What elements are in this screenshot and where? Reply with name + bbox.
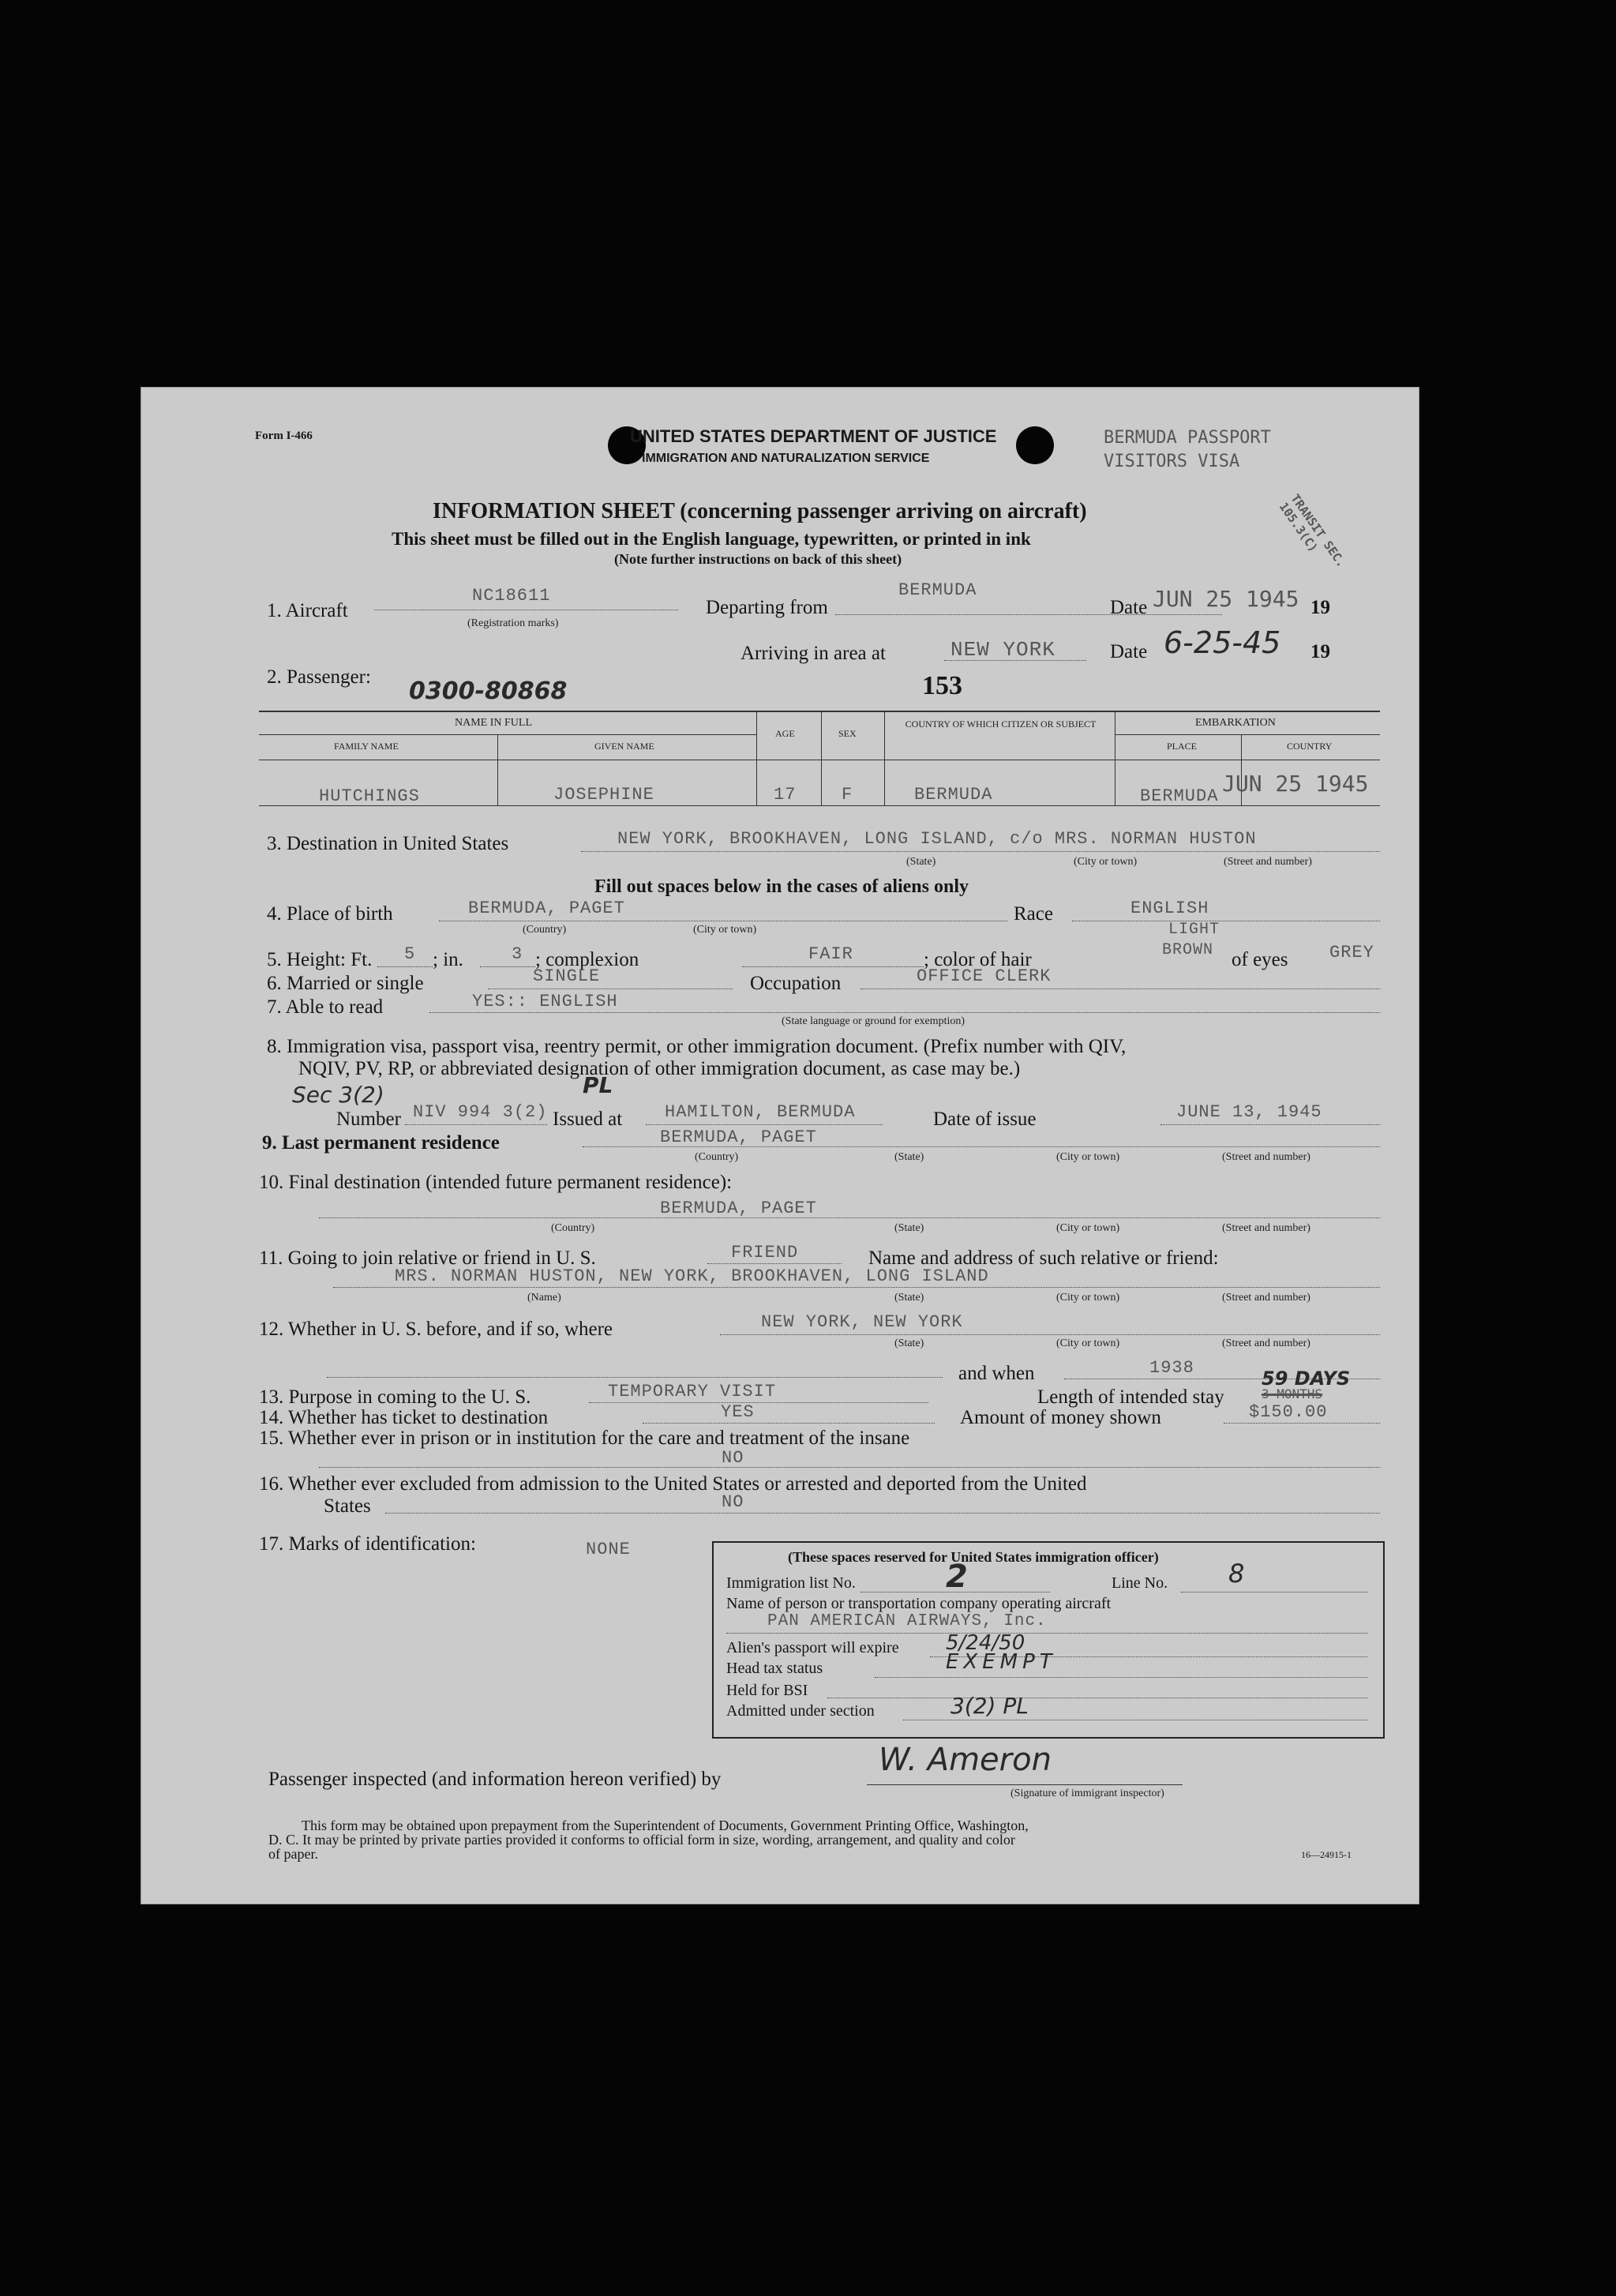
th-country-citizen: COUNTRY OF WHICH CITIZEN OR SUBJECT [905, 718, 1097, 730]
admitted-value: 3(2) PL [950, 1693, 1029, 1719]
destination-cap-city: (City or town) [1074, 856, 1138, 868]
expire-value: 5/24/50 [946, 1631, 1025, 1655]
cell-sex: F [842, 785, 853, 805]
join-cap-street: (Street and number) [1222, 1292, 1310, 1304]
company-value: PAN AMERICAN AIRWAYS, Inc. [767, 1612, 1047, 1630]
birth-label: 4. Place of birth [267, 903, 393, 925]
excluded-line2: States [324, 1495, 371, 1517]
eyes-label: of eyes [1232, 949, 1288, 970]
inspection-label: Passenger inspected (and information hereon verified) by [268, 1769, 722, 1790]
visa-line1: 8. Immigration visa, passport visa, reentry permit, or other immigration document. (Prefix number with QIV, [267, 1036, 1127, 1057]
footer-line1: This form may be obtained upon prepayment from the Superintendent of Documents, Government Printing Office, Washington, [302, 1818, 1029, 1833]
footer-code: 16—24915-1 [1301, 1849, 1352, 1860]
stay-label: Length of intended stay [1037, 1386, 1224, 1408]
residence-cap-city: (City or town) [1056, 1151, 1120, 1163]
date-stamp: JUN 25 1945 [1153, 586, 1299, 612]
when-value: 1938 [1149, 1358, 1194, 1378]
final-cap-state: (State) [894, 1222, 924, 1234]
expire-label: Alien's passport will expire [726, 1639, 899, 1656]
line-value: 8 [1228, 1559, 1245, 1589]
marks-value: NONE [586, 1540, 631, 1559]
residence-cap-state: (State) [894, 1151, 924, 1163]
visa-initials: PL [583, 1072, 613, 1098]
form-title: INFORMATION SHEET (concerning passenger arriving on aircraft) [433, 499, 1087, 523]
th-given-name: GIVEN NAME [594, 741, 654, 752]
ticket-label: 14. Whether has ticket to destination [259, 1407, 549, 1428]
money-label: Amount of money shown [960, 1407, 1161, 1428]
final-cap-street: (Street and number) [1222, 1222, 1310, 1234]
occupation-label: Occupation [750, 973, 842, 994]
passenger-number: 153 [922, 671, 962, 700]
join-name-value: MRS. NORMAN HUSTON, NEW YORK, BROOKHAVEN, LONG ISLAND [395, 1266, 989, 1286]
prison-label: 15. Whether ever in prison or in institution for the care and treatment of the insane [259, 1427, 910, 1449]
tax-label: Head tax status [726, 1660, 823, 1677]
read-caption: (State language or ground for exemption) [782, 1015, 965, 1027]
th-embarkation: EMBARKATION [1195, 717, 1276, 729]
before-label: 12. Whether in U. S. before, and if so, where [259, 1319, 613, 1340]
form-number: Form I-466 [255, 430, 313, 442]
inspector-signature: W. Ameron [879, 1742, 1052, 1778]
cell-place: BERMUDA [1140, 786, 1219, 806]
aircraft-value: NC18611 [472, 586, 551, 606]
race-label: Race [1014, 903, 1053, 925]
final-label: 10. Final destination (intended future permanent residence): [259, 1172, 733, 1193]
departing-label: Departing from [706, 597, 828, 618]
birth-cap-city: (City or town) [693, 924, 757, 936]
when-label: and when [958, 1363, 1035, 1384]
th-name-in-full: NAME IN FULL [455, 717, 532, 729]
excluded-value: NO [722, 1492, 744, 1512]
destination-cap-state: (State) [906, 856, 936, 868]
department-name: UNITED STATES DEPARTMENT OF JUSTICE [630, 426, 997, 446]
th-country: COUNTRY [1287, 741, 1333, 752]
officer-heading: (These spaces reserved for United States immigration officer) [788, 1549, 1159, 1565]
birth-value: BERMUDA, PAGET [468, 899, 625, 918]
aircraft-label: 1. Aircraft [267, 600, 348, 621]
visa-number-value: NIV 994 3(2) [413, 1102, 548, 1122]
join-cap-state: (State) [894, 1292, 924, 1304]
admitted-label: Admitted under section [726, 1702, 875, 1720]
residence-cap-country: (Country) [695, 1151, 739, 1163]
service-name: IMMIGRATION AND NATURALIZATION SERVICE [642, 452, 930, 465]
marks-label: 17. Marks of identification: [259, 1533, 476, 1555]
residence-cap-street: (Street and number) [1222, 1151, 1310, 1163]
excluded-line1: 16. Whether ever excluded from admission to the United States or arrested and deported from the United [259, 1473, 1087, 1495]
company-label: Name of person or transportation company operating aircraft [726, 1595, 1112, 1612]
purpose-value: TEMPORARY VISIT [608, 1382, 777, 1401]
visa-number-label: Number [336, 1109, 401, 1130]
destination-value: NEW YORK, BROOKHAVEN, LONG ISLAND, c/o MRS. NORMAN HUSTON [617, 829, 1257, 849]
join-cap-city: (City or town) [1056, 1292, 1120, 1304]
date-label: Date [1110, 597, 1148, 618]
date2-suffix: 19 [1310, 641, 1330, 662]
cell-family-name: HUTCHINGS [319, 786, 420, 806]
final-cap-country: (Country) [551, 1222, 595, 1234]
residence-value: BERMUDA, PAGET [660, 1127, 817, 1147]
join-label: 11. Going to join relative or friend in U. S. [259, 1247, 596, 1269]
visa-handwritten-note: Sec 3(2) [292, 1082, 384, 1108]
height-ft: 5 [404, 944, 416, 964]
complexion-value: FAIR [808, 944, 853, 964]
list-label: Immigration list No. [726, 1574, 856, 1592]
married-label: 6. Married or single [267, 973, 424, 994]
hair-value: BROWN [1162, 941, 1214, 959]
cell-date-stamp: JUN 25 1945 [1222, 771, 1369, 797]
arriving-label: Arriving in area at [741, 643, 886, 664]
destination-label: 3. Destination in United States [267, 833, 509, 854]
join-cap-name: (Name) [527, 1292, 561, 1304]
th-age: AGE [775, 728, 795, 739]
departing-value: BERMUDA [898, 580, 977, 600]
join-name-label: Name and address of such relative or friend: [868, 1247, 1219, 1269]
before-cap-street: (Street and number) [1222, 1337, 1310, 1349]
complexion-label: ; complexion [535, 949, 639, 970]
date2-handwritten: 6-25-45 [1164, 625, 1281, 660]
footer-line2: D. C. It may be printed by private parties provided it conforms to official form in size, wording, arrangement, and quality and color [268, 1832, 1015, 1848]
before-value: NEW YORK, NEW YORK [761, 1312, 963, 1332]
join-value: FRIEND [731, 1243, 799, 1262]
stay-value: 59 DAYS [1262, 1367, 1351, 1390]
destination-cap-street: (Street and number) [1224, 856, 1312, 868]
cell-citizen: BERMUDA [914, 785, 993, 805]
list-value: 2 [946, 1559, 968, 1595]
tax-value: EXEMPT [946, 1650, 1057, 1674]
race-value: ENGLISH [1130, 899, 1209, 918]
inspection-caption: (Signature of immigrant inspector) [1010, 1788, 1164, 1799]
passport-stamp-line1: BERMUDA PASSPORT [1104, 428, 1271, 448]
footer-line3: of paper. [268, 1846, 318, 1862]
date-suffix: 19 [1310, 597, 1330, 618]
height-label: 5. Height: Ft. [267, 949, 373, 970]
before-cap-state: (State) [894, 1337, 924, 1349]
passenger-file-number: 0300-80868 [409, 677, 568, 705]
cell-age: 17 [774, 785, 797, 805]
form-sheet [141, 387, 1419, 1904]
aircraft-caption: (Registration marks) [467, 617, 559, 629]
th-family-name: FAMILY NAME [334, 741, 399, 752]
th-place: PLACE [1167, 741, 1198, 752]
hair-above: LIGHT [1168, 921, 1220, 939]
cell-given-name: JOSEPHINE [553, 785, 654, 805]
punch-hole-right [1016, 426, 1054, 464]
instruction-line2: (Note further instructions on back of this sheet) [614, 551, 902, 567]
th-sex: SEX [838, 728, 857, 739]
passenger-label: 2. Passenger: [267, 666, 371, 688]
height-in: 3 [512, 944, 523, 964]
issued-label: Issued at [553, 1109, 623, 1130]
visa-line2: NQIV, PV, RP, or abbreviated designation of other immigration document, as case may be.) [298, 1058, 1021, 1079]
purpose-label: 13. Purpose in coming to the U. S. [259, 1386, 531, 1408]
money-value: $150.00 [1249, 1402, 1328, 1422]
arriving-value: NEW YORK [950, 638, 1055, 662]
issued-value: HAMILTON, BERMUDA [665, 1102, 856, 1122]
occupation-value: OFFICE CLERK [917, 966, 1052, 986]
birth-cap-country: (Country) [523, 924, 567, 936]
height-in-label: ; in. [433, 949, 463, 970]
residence-label: 9. Last permanent residence [262, 1132, 500, 1154]
issue-date-value: JUNE 13, 1945 [1176, 1102, 1322, 1122]
date2-label: Date [1110, 641, 1148, 662]
prison-value: NO [722, 1448, 744, 1468]
issue-date-label: Date of issue [933, 1109, 1037, 1130]
married-value: SINGLE [533, 966, 601, 986]
bsi-label: Held for BSI [726, 1682, 808, 1699]
read-label: 7. Able to read [267, 996, 384, 1018]
final-value: BERMUDA, PAGET [660, 1199, 817, 1218]
line-label: Line No. [1112, 1574, 1168, 1592]
read-value: YES:: ENGLISH [472, 992, 618, 1011]
passport-stamp-line2: VISITORS VISA [1104, 452, 1240, 471]
transit-stamp: TRANSIT SEC. 105.3(C) [1276, 491, 1349, 570]
stay-struck: 3 MONTHS [1262, 1386, 1323, 1401]
ticket-value: YES [721, 1402, 755, 1422]
instruction-line1: This sheet must be filled out in the English language, typewritten, or printed in ink [392, 529, 1031, 549]
final-cap-city: (City or town) [1056, 1222, 1120, 1234]
before-cap-city: (City or town) [1056, 1337, 1120, 1349]
hair-label: ; color of hair [924, 949, 1032, 970]
aliens-heading: Fill out spaces below in the cases of aliens only [594, 876, 969, 897]
eyes-value: GREY [1329, 943, 1374, 962]
